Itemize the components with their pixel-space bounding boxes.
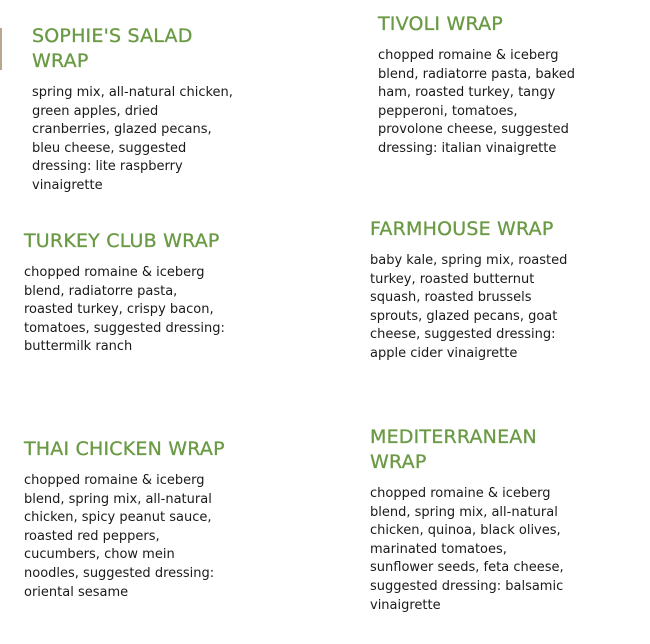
menu-item-farmhouse-wrap [370, 217, 640, 364]
menu-item-description: spring mix, all-natural chicken, green apples, dried cranberries, glazed pecans, bleu cheese, suggested dressing: lite raspberry vinaigrette [32, 85, 233, 193]
menu-item-description: chopped romaine & iceberg blend, spring mix, all-natural chicken, quinoa, black olives, marinated tomatoes, sunflower seeds, feta cheese, suggested dressing: balsamic vinaigrette [370, 486, 564, 613]
menu-item-description: baby kale, spring mix, roasted turkey, roasted butternut squash, roasted brussels sprouts, glazed pecans, goat cheese, suggested dressing: apple cider vinaigrette [370, 253, 568, 361]
menu-item-description: chopped romaine & iceberg blend, radiatorre pasta, roasted turkey, crispy bacon, tomatoes, suggested dressing: buttermilk ranch [24, 265, 225, 355]
menu-item-title: SOPHIE'S SALAD WRAP [32, 25, 193, 72]
menu-item-turkey-club-wrap [24, 229, 314, 357]
menu-item-title: TIVOLI WRAP [378, 13, 503, 35]
menu-item-mediterranean-wrap [370, 425, 640, 615]
menu-item-sophies-salad-wrap [32, 24, 302, 196]
menu-item-title: THAI CHICKEN WRAP [24, 438, 225, 460]
menu-item-description: chopped romaine & iceberg blend, spring mix, all-natural chicken, spicy peanut sauce, roasted red peppers, cucumbers, chow mein noodles, suggested dressing: oriental sesame [24, 473, 215, 600]
menu-item-title: TURKEY CLUB WRAP [24, 230, 220, 252]
left-edge-image-fragment [0, 28, 2, 70]
menu-item-title: FARMHOUSE WRAP [370, 218, 554, 240]
menu-item-thai-chicken-wrap [24, 437, 314, 602]
menu-item-description: chopped romaine & iceberg blend, radiatorre pasta, baked ham, roasted turkey, tangy pepperoni, tomatoes, provolone cheese, suggested dressing: italian vinaigrette [378, 48, 575, 156]
menu-item-tivoli-wrap [378, 12, 638, 159]
menu-item-title: MEDITERRANEAN WRAP [370, 426, 537, 473]
